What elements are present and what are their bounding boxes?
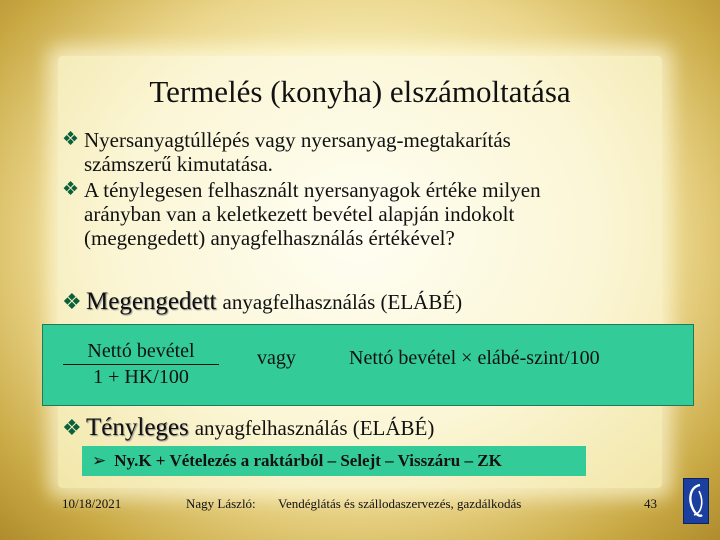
bullet-text — [84, 178, 541, 250]
arrow-bullet-icon: ➢ — [92, 451, 107, 470]
bullet-line: (megengedett) anyagfelhasználás értékével? — [84, 226, 455, 250]
diamond-bullet-icon: ❖ — [62, 129, 80, 150]
bullet-item — [62, 178, 652, 250]
page-number: 43 — [644, 496, 657, 511]
formula-alternative: Nettó bevétel × elábé-szint/100 — [349, 347, 600, 369]
footer-date: 10/18/2021 — [62, 496, 122, 511]
section-heading-actual — [62, 414, 434, 442]
fraction-denominator: 1 + HK/100 — [93, 366, 189, 388]
bullet-line: számszerű kimutatása. — [84, 152, 273, 176]
fraction — [63, 340, 219, 389]
footer-author: Nagy László: — [186, 496, 256, 511]
section-heading-allowed — [62, 288, 462, 316]
fraction-numerator: Nettó bevétel — [63, 340, 219, 365]
section-text: anyagfelhasználás (ELÁBÉ) — [222, 290, 463, 314]
section-text: anyagfelhasználás (ELÁBÉ) — [194, 416, 435, 440]
bullet-item — [62, 128, 652, 176]
diamond-bullet-icon: ❖ — [62, 415, 82, 440]
formula-box — [42, 324, 694, 406]
bullet-list — [62, 128, 652, 252]
subformula-box — [82, 446, 586, 476]
bullet-line: A ténylegesen felhasznált nyersanyagok értéke milyen — [84, 178, 541, 202]
formula-connector: vagy — [257, 347, 296, 369]
diamond-bullet-icon: ❖ — [62, 179, 80, 200]
bullet-line: Nyersanyagtúllépés vagy nyersanyag-megtakarítás — [84, 128, 511, 152]
slide-title: Termelés (konyha) elszámoltatása — [149, 74, 571, 109]
diamond-bullet-icon: ❖ — [62, 289, 82, 314]
bullet-line: arányban van a keletkezett bevétel alapján indokolt — [84, 202, 515, 226]
logo-icon — [683, 478, 709, 524]
section-emphasis: Tényleges — [86, 414, 189, 441]
section-emphasis: Megengedett — [86, 288, 217, 315]
logo-graphic — [684, 479, 708, 523]
footer-course: Vendéglátás és szállodaszervezés, gazdálkodás — [278, 496, 522, 511]
bullet-text — [84, 128, 511, 176]
subformula-text: Ny.K + Vételezés a raktárból – Selejt – Visszáru – ZK — [114, 451, 502, 470]
